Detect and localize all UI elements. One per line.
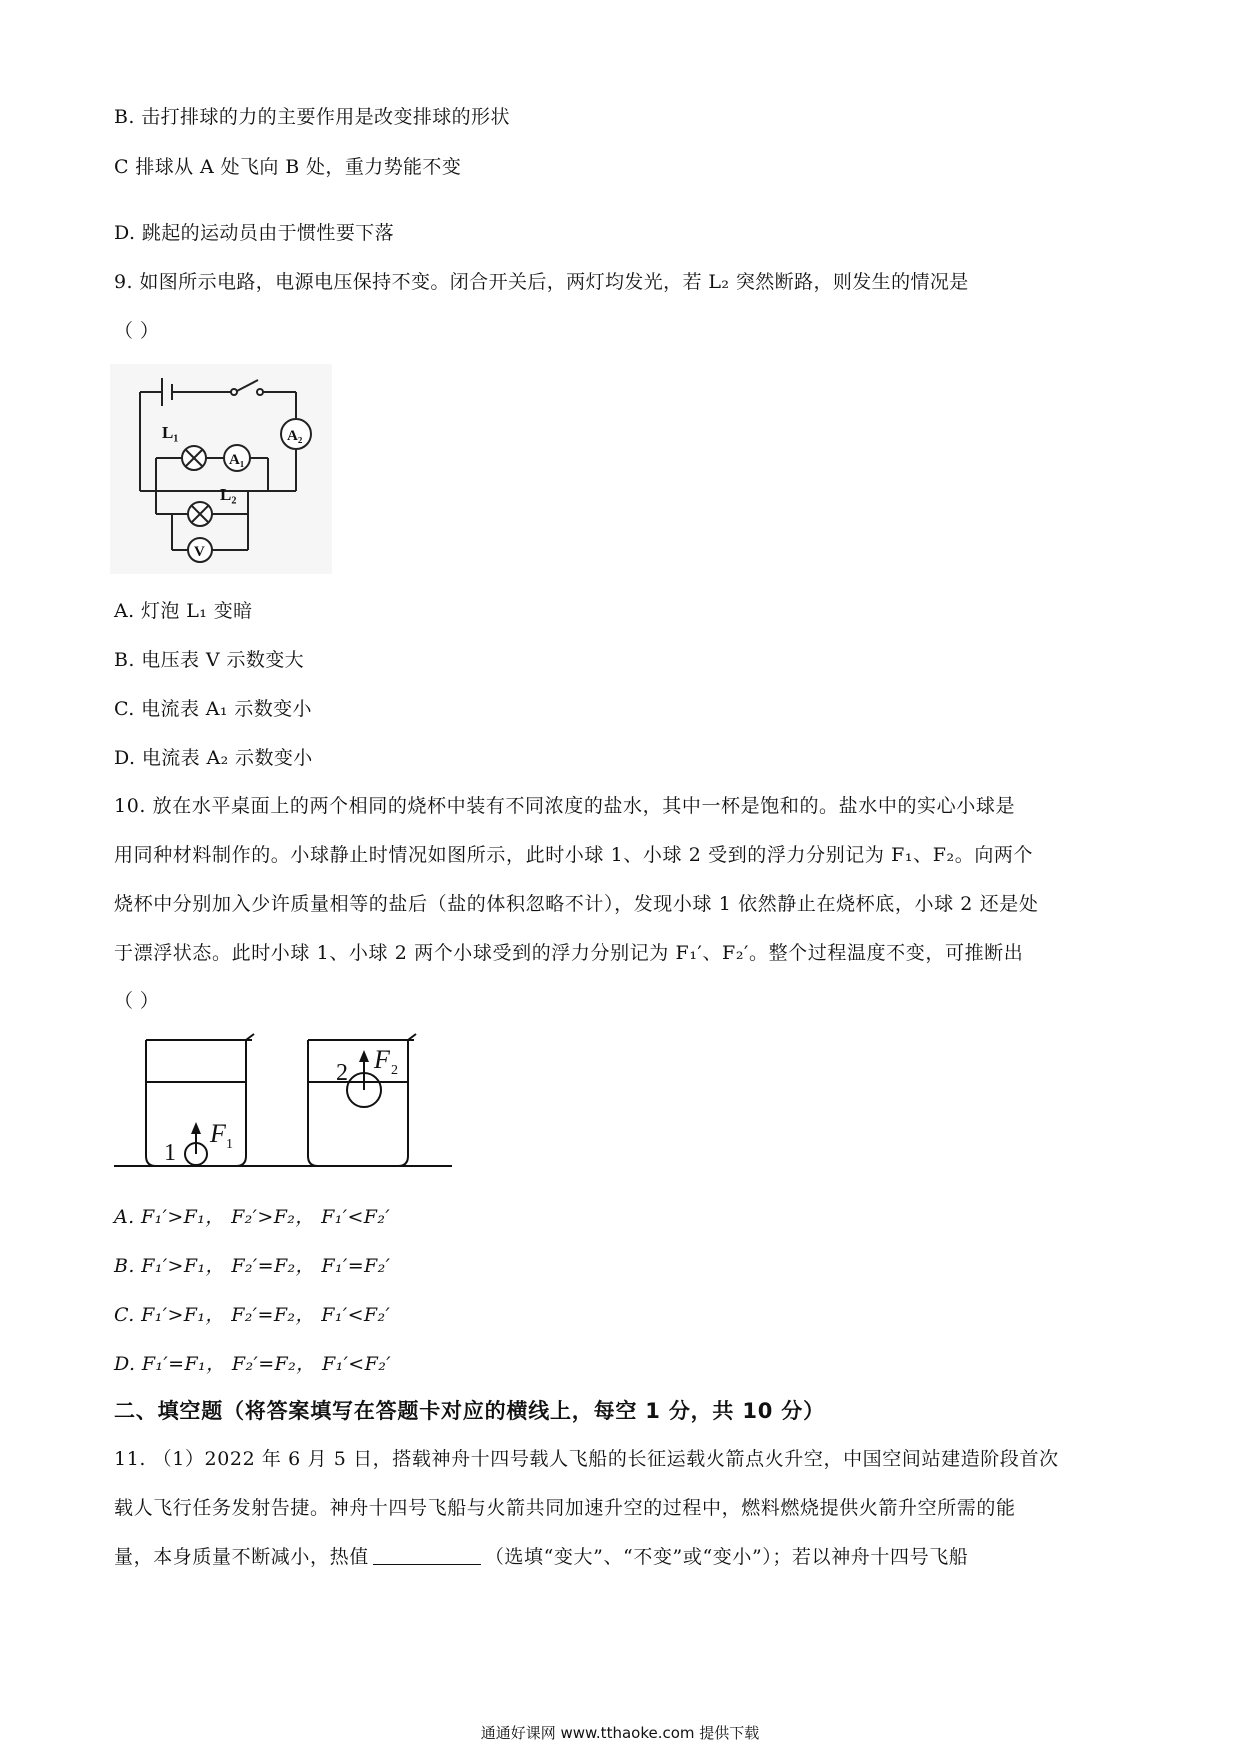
q10-stem-line-3: 烧杯中分别加入少许质量相等的盐后（盐的体积忽略不计），发现小球 1 依然静止在烧杯底，小球 2 还是处	[114, 893, 1039, 915]
q9-option-a: A. 灯泡 L₁ 变暗	[114, 600, 253, 622]
q10-stem-line-4: 于漂浮状态。此时小球 1、小球 2 两个小球受到的浮力分别记为 F₁′、F₂′。整个过程温度不变，可推断出	[114, 942, 1024, 964]
q8-option-b: B. 击打排球的力的主要作用是改变排球的形状	[114, 106, 510, 128]
q9-label-l1: L₁	[162, 423, 179, 442]
page-footer: 通通好课网 www.tthaoke.com 提供下载	[480, 1724, 760, 1742]
q10-option-a: A. F₁′>F₁， F₂′>F₂， F₁′<F₂′	[114, 1206, 391, 1228]
q10-force-f1-label: F	[210, 1119, 226, 1148]
q11-stem-line-3	[114, 1544, 968, 1570]
q10-answer-paren: （ ）	[114, 990, 160, 1012]
q11-stem-line-1: 11. （1）2022 年 6 月 5 日，搭载神舟十四号载人飞船的长征运载火箭点火升空，中国空间站建造阶段首次	[114, 1448, 1059, 1470]
q9-option-c: C. 电流表 A₁ 示数变小	[114, 698, 312, 720]
q11-answer-blank[interactable]	[373, 1544, 481, 1565]
q10-force-f2-sub: 2	[391, 1063, 398, 1078]
q8-option-d: D. 跳起的运动员由于惯性要下落	[114, 222, 395, 244]
q11-line-3-suffix: （选填“变大”、“不变”或“变小”）；若以神舟十四号飞船	[484, 1546, 969, 1568]
q9-label-a2: A₂	[287, 428, 303, 444]
q10-force-f2-label: F	[374, 1045, 390, 1074]
q9-stem: 9. 如图所示电路，电源电压保持不变。闭合开关后，两灯均发光，若 L₂ 突然断路，则发生的情况是	[114, 271, 969, 293]
q10-stem-line-1: 10. 放在水平桌面上的两个相同的烧杯中装有不同浓度的盐水，其中一杯是饱和的。盐水中的实心小球是	[114, 795, 1016, 817]
section-2-heading: 二、填空题（将答案填写在答题卡对应的横线上，每空 1 分，共 10 分）	[114, 1399, 825, 1423]
q10-stem-line-2: 用同种材料制作的。小球静止时情况如图所示，此时小球 1、小球 2 受到的浮力分别记为 F₁、F₂。向两个	[114, 844, 1034, 866]
q9-option-d: D. 电流表 A₂ 示数变小	[114, 747, 313, 769]
q10-option-c: C. F₁′>F₁， F₂′=F₂， F₁′<F₂′	[114, 1304, 391, 1326]
q9-answer-paren: （ ）	[114, 320, 160, 342]
q10-ball-1-label: 1	[164, 1140, 176, 1166]
q11-stem-line-2: 载人飞行任务发射告捷。神舟十四号飞船与火箭共同加速升空的过程中，燃料燃烧提供火箭升空所需的能	[114, 1497, 1016, 1519]
q9-option-b: B. 电压表 V 示数变大	[114, 649, 305, 671]
q11-line-3-prefix: 量，本身质量不断减小，热值	[114, 1546, 369, 1568]
q10-beakers-diagram	[112, 1030, 454, 1174]
q10-option-b: B. F₁′>F₁， F₂′=F₂， F₁′=F₂′	[114, 1255, 391, 1277]
q10-ball-2-label: 2	[336, 1060, 348, 1086]
q9-label-l2: L₂	[220, 485, 237, 504]
q9-label-v: V	[194, 544, 205, 560]
q8-option-c: C 排球从 A 处飞向 B 处，重力势能不变	[114, 156, 462, 178]
q10-force-f1-sub: 1	[226, 1137, 233, 1152]
q9-circuit-diagram	[110, 364, 332, 574]
q9-label-a1: A₁	[229, 452, 245, 468]
q10-option-d: D. F₁′=F₁， F₂′=F₂， F₁′<F₂′	[114, 1353, 391, 1375]
